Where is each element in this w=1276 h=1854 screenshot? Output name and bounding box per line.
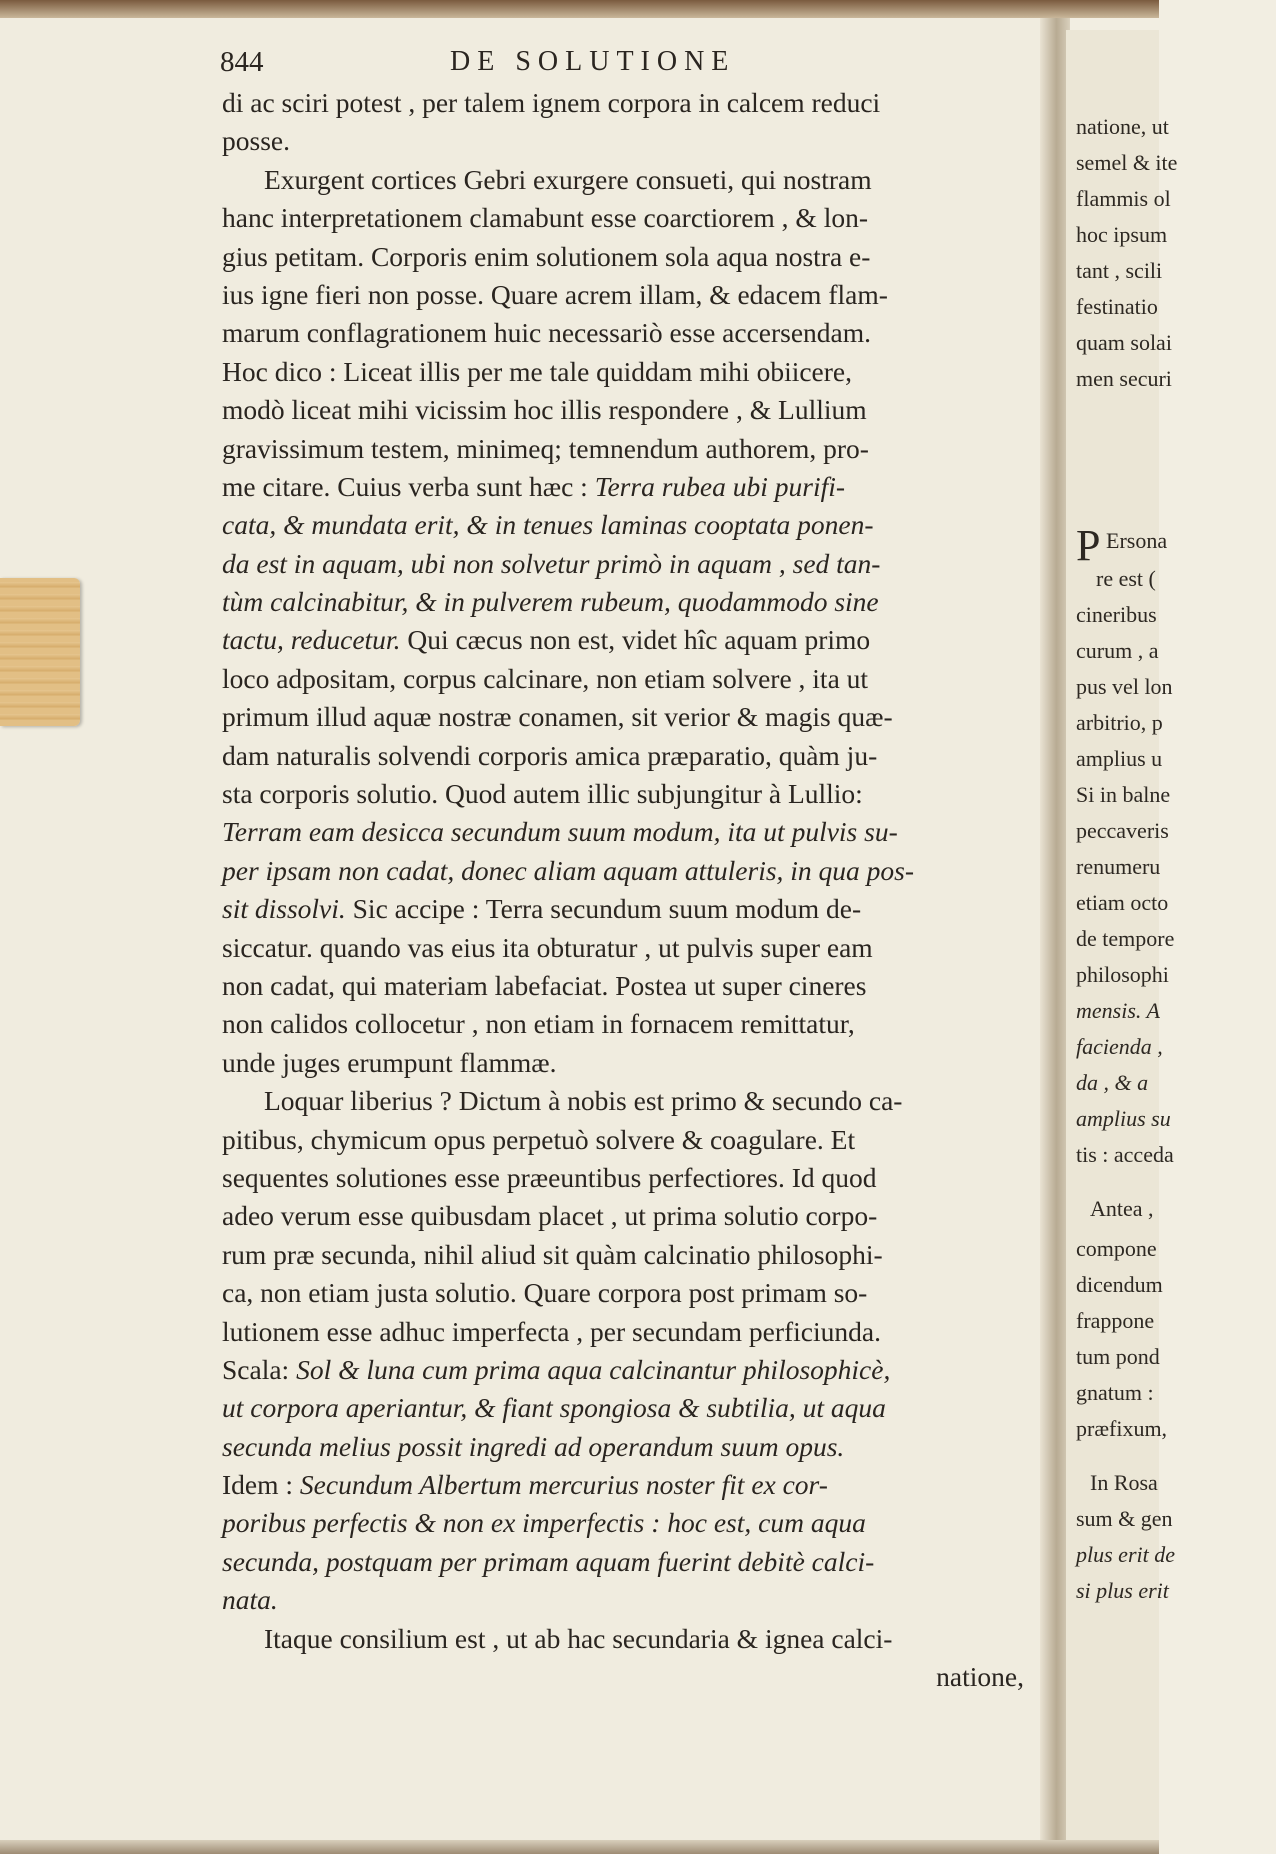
italic-quote-text: Sol & luna cum prima aqua calcinantur philosophicè, (296, 1353, 891, 1385)
text-line (222, 1351, 1034, 1389)
body-text: lutionem esse adhuc imperfecta , per secundam perficiunda. (222, 1315, 881, 1347)
text-line (222, 583, 1034, 621)
text-line (222, 1236, 1034, 1274)
facing-page-line: natione, ut (1076, 114, 1169, 139)
facing-page-line: tant , scili (1076, 258, 1163, 283)
body-text: ius igne fieri non posse. Quare acrem illam, & edacem flam- (222, 278, 888, 310)
text-line (222, 1620, 1034, 1658)
italic-quote-text: tùm calcinabitur, & in pulverem rubeum, quodammodo sine (222, 586, 879, 618)
facing-page-line: sum & gen (1076, 1506, 1173, 1531)
italic-quote-text: da est in aquam, ubi non solvetur primò in aquam , sed tan- (222, 547, 881, 579)
body-text: Itaque consilium est , ut ab hac secundaria & ignea calci- (264, 1622, 893, 1654)
facing-page-line: arbitrio, p (1076, 710, 1163, 735)
italic-quote-text: tactu, reducetur. (222, 624, 401, 656)
text-line (222, 967, 1034, 1005)
italic-quote-text: secunda melius possit ingredi ad operandum suum opus. (222, 1430, 845, 1462)
italic-quote-text: secunda, postquam per primam aquam fuerint debitè calci- (222, 1545, 875, 1577)
text-line (222, 1159, 1034, 1197)
body-text: sequentes solutiones esse præeuntibus perfectiores. Id quod (222, 1161, 877, 1193)
text-line (222, 621, 1034, 659)
text-line (222, 122, 1034, 160)
facing-page-line: tis : acceda (1076, 1142, 1174, 1167)
facing-page-line: facienda , (1076, 1034, 1163, 1059)
text-line (222, 1274, 1034, 1312)
italic-quote-text: Terram eam desicca secundum suum modum, ita ut pulvis su- (222, 816, 898, 848)
book-top-edge (0, 0, 1159, 18)
facing-page-line: compone (1076, 1236, 1157, 1261)
text-line (222, 161, 1034, 199)
text-line (222, 1581, 1034, 1619)
body-text: gius petitam. Corporis enim solutionem sola aqua nostra e- (222, 240, 871, 272)
text-line (222, 698, 1034, 736)
italic-quote-text: sit dissolvi. (222, 893, 346, 925)
facing-page-line: semel & ite (1076, 150, 1178, 175)
text-line (222, 430, 1034, 468)
running-title: DE SOLUTIONE (450, 46, 736, 77)
text-line (222, 1428, 1034, 1466)
facing-page-line: hoc ipsum (1076, 222, 1168, 247)
facing-page-line: dicendum (1076, 1272, 1163, 1297)
italic-quote-text: cata, & mundata erit, & in tenues laminas cooptata ponen- (222, 509, 874, 541)
page-header (220, 46, 1040, 86)
facing-page-line: In Rosa (1090, 1470, 1158, 1495)
text-line (222, 813, 1034, 851)
text-line (222, 1466, 1034, 1504)
text-line (222, 391, 1034, 429)
facing-page-line: renumeru (1076, 854, 1161, 879)
text-line (222, 737, 1034, 775)
facing-page (1066, 30, 1178, 1840)
facing-page-line: curum , a (1076, 638, 1159, 663)
page-number: 844 (220, 46, 264, 78)
bookmark-strip (0, 578, 80, 726)
facing-page-line: etiam octo (1076, 890, 1169, 915)
facing-page-line: Antea , (1090, 1196, 1154, 1221)
facing-page-line: pus vel lon (1076, 674, 1173, 699)
body-text: Scala: (222, 1353, 297, 1385)
text-line (222, 506, 1034, 544)
text-line (222, 1658, 1034, 1696)
body-text: marum conflagrationem huic necessariò esse accersendam. (222, 317, 872, 349)
text-line (222, 1005, 1034, 1043)
drop-cap: P (1076, 521, 1101, 570)
facing-page-line: si plus erit (1076, 1578, 1169, 1603)
body-text: Loquar liberius ? Dictum à nobis est primo & secundo ca- (264, 1085, 903, 1117)
text-line (222, 1082, 1034, 1120)
facing-page-line: frappone (1076, 1308, 1155, 1333)
body-text: ca, non etiam justa solutio. Quare corpora post primam so- (222, 1277, 868, 1309)
body-text: siccatur. quando vas eius ita obturatur , ut pulvis super eam (222, 931, 873, 963)
facing-page-line: gnatum : (1076, 1380, 1154, 1405)
italic-quote-text: per ipsam non cadat, donec aliam aquam attuleris, in qua pos- (222, 854, 915, 886)
body-text: pitibus, chymicum opus perpetuò solvere & coagulare. Et (222, 1123, 856, 1155)
body-text: non cadat, qui materiam labefaciat. Postea ut super cineres (222, 969, 867, 1001)
body-text: dam naturalis solvendi corporis amica præparatio, quàm ju- (222, 739, 878, 771)
facing-page-line: amplius su (1076, 1106, 1171, 1131)
facing-page-line: plus erit de (1076, 1542, 1175, 1567)
body-text: Qui cæcus non est, videt hîc aquam primo (400, 624, 871, 656)
text-line (222, 84, 1034, 122)
italic-quote-text: Terra rubea ubi purifi- (594, 470, 846, 502)
text-line (222, 1543, 1034, 1581)
text-line (222, 545, 1034, 583)
body-text: modò liceat mihi vicissim hoc illis respondere , & Lullium (222, 394, 867, 426)
text-line (222, 276, 1034, 314)
body-text: hanc interpretationem clamabunt esse coarctiorem , & lon- (222, 202, 868, 234)
italic-quote-text: poribus perfectis & non ex imperfectis : hoc est, cum aqua (222, 1507, 866, 1539)
main-text (222, 84, 1034, 1696)
body-text: posse. (222, 125, 290, 157)
text-line (222, 238, 1034, 276)
facing-page-line: amplius u (1076, 746, 1163, 771)
facing-page-line: flammis ol (1076, 186, 1171, 211)
body-text: gravissimum testem, minimeq; temnendum authorem, pro- (222, 432, 869, 464)
text-line (222, 929, 1034, 967)
facing-page-line: peccaveris (1076, 818, 1169, 843)
facing-page-line: de tempore (1076, 926, 1175, 951)
body-text: Exurgent cortices Gebri exurgere consueti, qui nostram (264, 163, 872, 195)
body-text: sta corporis solutio. Quod autem illic subjungitur à Lullio: (222, 778, 863, 810)
facing-page-line: quam solai (1076, 330, 1172, 355)
body-text: non calidos collocetur , non etiam in fornacem remittatur, (222, 1008, 855, 1040)
text-line (222, 852, 1034, 890)
facing-page-line: tum pond (1076, 1344, 1160, 1369)
facing-page-line: men securi (1076, 366, 1172, 391)
text-line (222, 1044, 1034, 1082)
text-line (222, 1389, 1034, 1427)
text-line (222, 1197, 1034, 1235)
text-line (222, 314, 1034, 352)
body-text: Idem : (222, 1469, 300, 1501)
body-text: unde juges erumpunt flammæ. (222, 1046, 557, 1078)
facing-page-line: cineribus (1076, 602, 1157, 627)
italic-quote-text: Secundum Albertum mercurius noster fit ex cor- (299, 1469, 828, 1501)
facing-page-line: philosophi (1076, 962, 1169, 987)
text-line (222, 468, 1034, 506)
facing-page-line: Si in balne (1076, 782, 1171, 807)
facing-page-line: præfixum, (1076, 1416, 1168, 1441)
text-line (222, 199, 1034, 237)
body-text: Sic accipe : Terra secundum suum modum de- (345, 893, 862, 925)
body-text: me citare. Cuius verba sunt hæc : (222, 470, 595, 502)
body-text: primum illud aquæ nostræ conamen, sit verior & magis quæ- (222, 701, 893, 733)
facing-page-line: festinatio (1076, 294, 1158, 319)
text-line (222, 1504, 1034, 1542)
text-line (222, 1121, 1034, 1159)
text-line (222, 890, 1034, 928)
body-text: natione, (936, 1661, 1024, 1693)
body-text: di ac sciri potest , per talem ignem corpora in calcem reduci (222, 87, 881, 118)
italic-quote-text: ut corpora aperiantur, & fiant spongiosa & subtilia, ut aqua (222, 1392, 886, 1424)
body-text: loco adpositam, corpus calcinare, non etiam solvere , ita ut (222, 662, 869, 694)
text-line (222, 353, 1034, 391)
body-text: adeo verum esse quibusdam placet , ut prima solutio corpo- (222, 1200, 878, 1232)
book-bottom-edge (0, 1840, 1159, 1854)
body-text: rum præ secunda, nihil aliud sit quàm calcinatio philosophi- (222, 1238, 883, 1270)
italic-quote-text: nata. (222, 1584, 278, 1616)
text-line (222, 775, 1034, 813)
facing-page-line: da , & a (1076, 1070, 1149, 1095)
text-line (222, 1313, 1034, 1351)
facing-page-line: Ersona (1106, 528, 1168, 553)
facing-page-line: mensis. A (1076, 998, 1160, 1023)
text-line (222, 660, 1034, 698)
body-text: Hoc dico : Liceat illis per me tale quiddam mihi obiicere, (222, 355, 853, 387)
facing-page-line: re est ( (1096, 566, 1156, 591)
